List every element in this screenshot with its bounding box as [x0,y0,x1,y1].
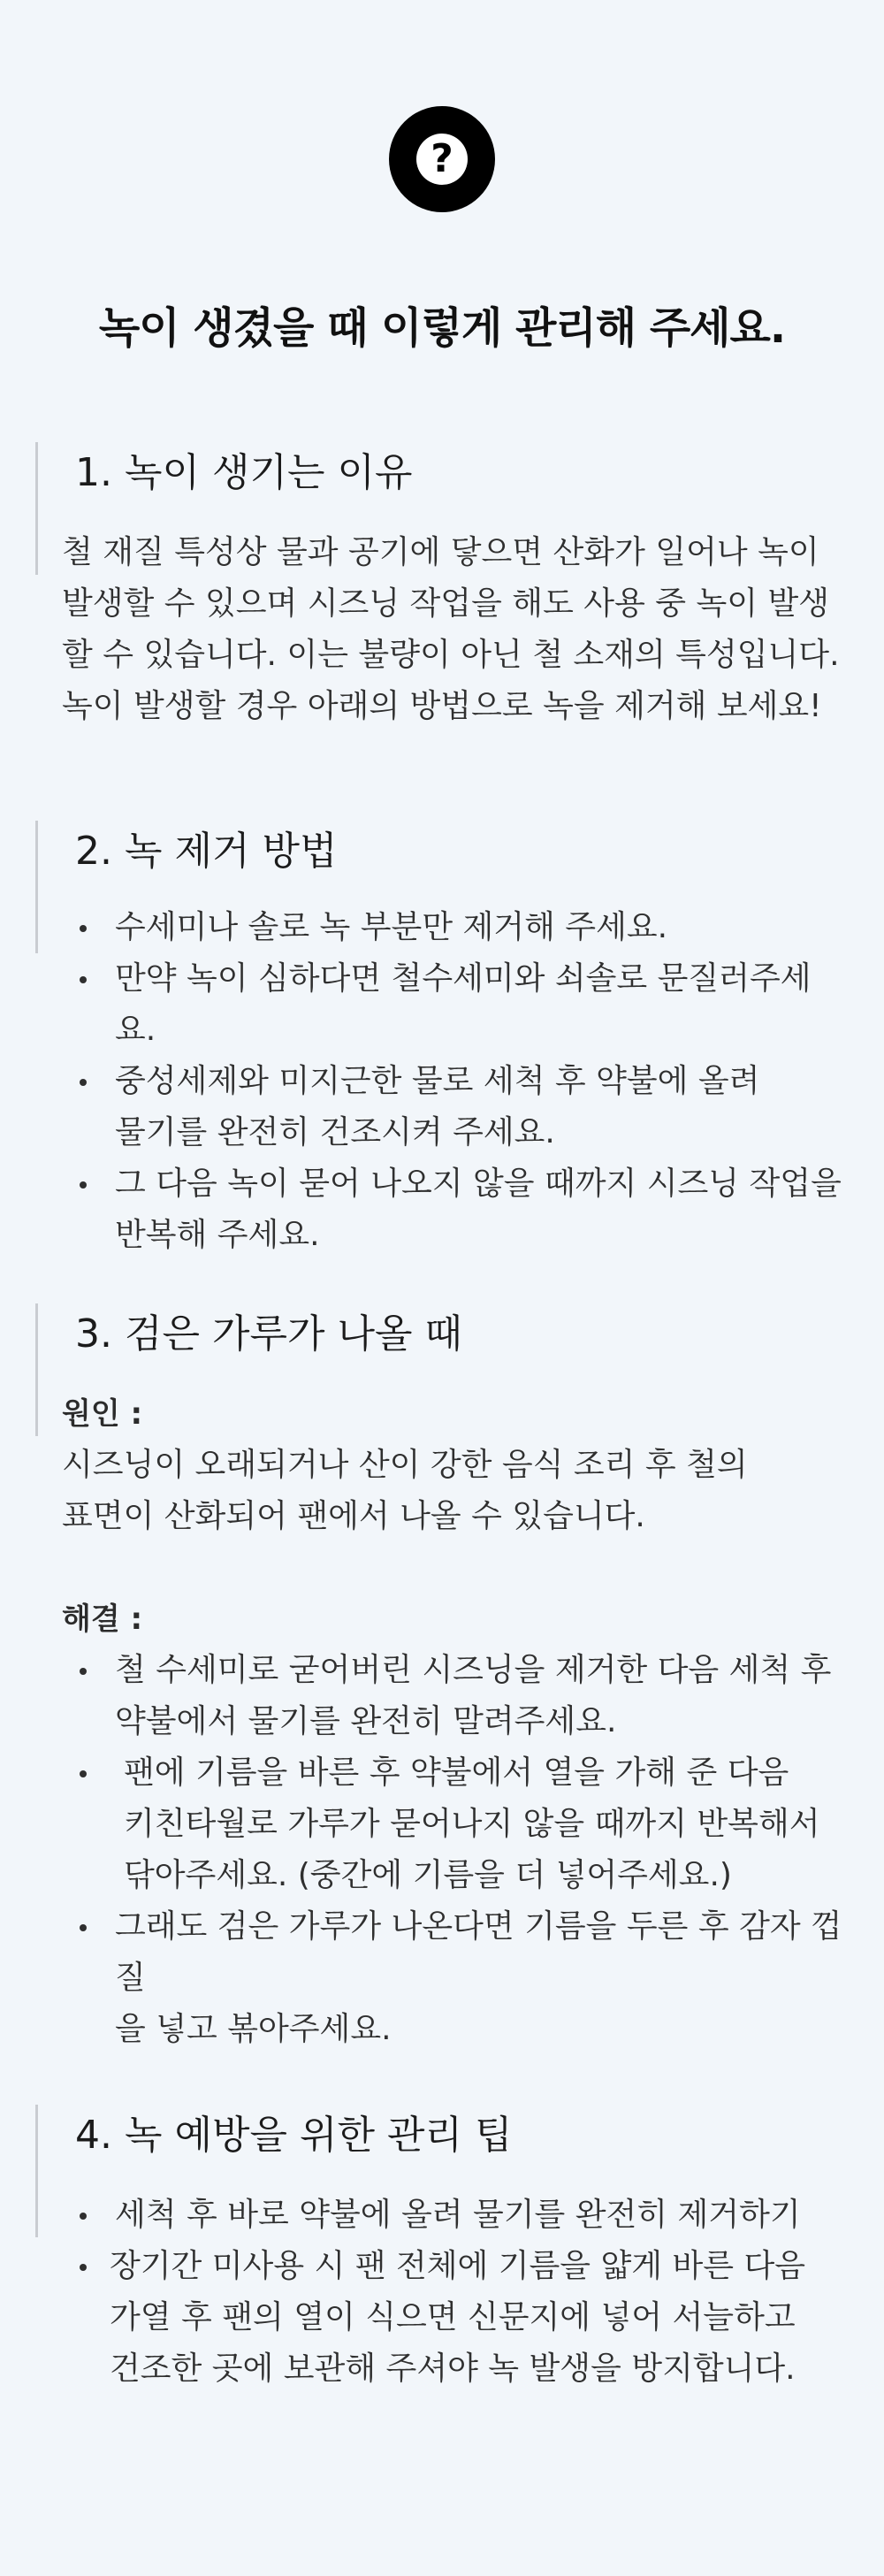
section-rust-cause [35,442,849,724]
cause-label: 원인 : [62,1396,143,1432]
section-title: 2. 녹 제거 방법 [75,829,338,874]
section-prevention-tips [35,2105,849,2387]
section-black-powder [35,1303,849,2047]
list-item: 만약 녹이 심하다면 철수세미와 쇠솔로 문질러주세요. [62,953,849,1056]
section-title: 1. 녹이 생기는 이유 [75,450,413,495]
list-item: 그래도 검은 가루가 나온다면 기름을 두른 후 감자 껍질 을 넣고 볶아주세요. [62,1901,849,2055]
paragraph-line: 시즈닝이 오래되거나 산이 강한 음식 조리 후 철의 [62,1447,748,1483]
list-item: 수세미나 솔로 녹 부분만 제거해 주세요. [62,902,849,953]
prevention-tips-list [35,2190,849,2395]
list-item: 그 다음 녹이 묻어 나오지 않을 때까지 시즈닝 작업을 반복해 주세요. [62,1158,849,1261]
list-item: 세척 후 바로 약불에 올려 물기를 완전히 제거하기 [62,2190,849,2241]
solution-steps-list [35,1645,849,2055]
paragraph-line: 표면이 산화되어 팬에서 나올 수 있습니다. [62,1498,645,1534]
section-title: 4. 녹 예방을 위한 관리 팁 [75,2113,513,2158]
section-title: 3. 검은 가루가 나올 때 [75,1311,462,1357]
page-title: 녹이 생겼을 때 이렇게 관리해 주세요. [98,303,786,353]
paragraph-line: 발생할 수 있으며 시즈닝 작업을 해도 사용 중 녹이 발생 [62,585,830,622]
list-item: 철 수세미로 굳어버린 시즈닝을 제거한 다음 세척 후 약불에서 물기를 완전히 말려주세요. [62,1645,849,1747]
list-item: 팬에 기름을 바른 후 약불에서 열을 가해 준 다음 키친타월로 가루가 묻어나지 않을 때까지 반복해서 닦아주세요. (중간에 기름을 더 넣어주세요.) [62,1747,849,1901]
list-item: 중성세제와 미지근한 물로 세척 후 약불에 올려 물기를 완전히 건조시켜 주세요. [62,1056,849,1158]
solution-label: 해결 : [62,1601,143,1637]
paragraph-line: 할 수 있습니다. 이는 불량이 아닌 철 소재의 특성입니다. [62,637,840,673]
removal-steps-list [35,902,849,1261]
list-item: 장기간 미사용 시 팬 전체에 기름을 얇게 바른 다음 가열 후 팬의 열이 식으면 신문지에 넣어 서늘하고 건조한 곳에 보관해 주셔야 녹 발생을 방지합니다. [62,2241,849,2395]
paragraph-line: 철 재질 특성상 물과 공기에 닿으면 산화가 일어나 녹이 [62,534,819,570]
paragraph-line: 녹이 발생할 경우 아래의 방법으로 녹을 제거해 보세요! [62,688,822,724]
section-rust-removal [35,821,849,1253]
question-icon: ? [389,106,495,212]
